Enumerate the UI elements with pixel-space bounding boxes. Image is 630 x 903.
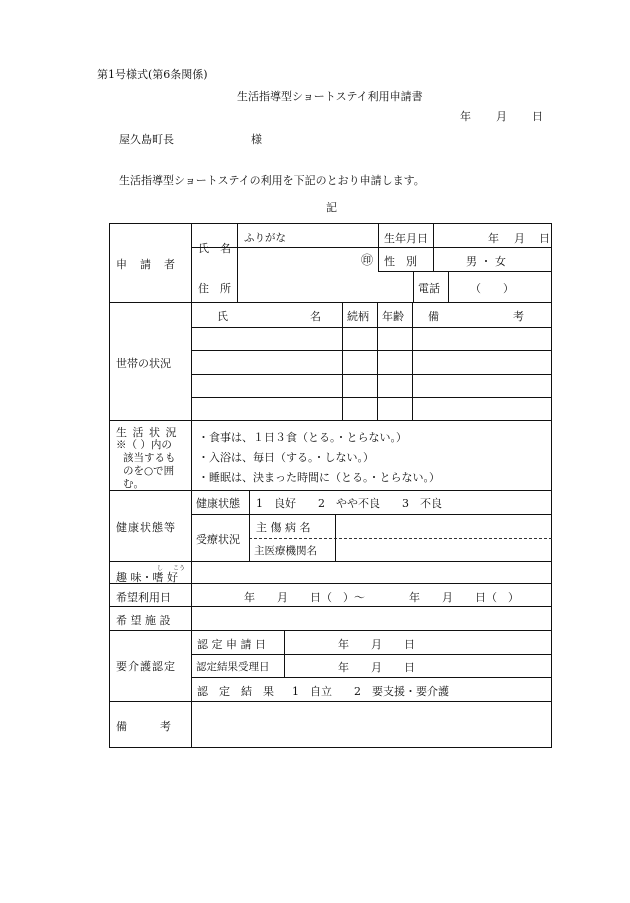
rule (109, 490, 552, 491)
health-condition-options: 1 良好 2 やや不良 3 不良 (256, 497, 442, 510)
rule (109, 630, 552, 631)
health-section-label: 健康状態等 (116, 521, 176, 534)
rule (109, 302, 552, 303)
certification-result-label: 認 定 結 果 (197, 685, 274, 698)
main-institution-label: 主医療機関名 (254, 545, 317, 557)
addressee: 屋久島町長 (119, 133, 174, 146)
household-col-relation: 続柄 (347, 310, 369, 323)
certification-result-options: 1 自立 2 要支援・要介護 (292, 685, 449, 698)
desired-facility-label: 希 望 施 設 (116, 614, 171, 627)
household-section-label: 世帯の状況 (116, 357, 171, 370)
furigana-label: ふりがな (244, 232, 286, 244)
rule (433, 223, 434, 271)
date-month-label: 月 (496, 110, 507, 123)
rule (191, 397, 552, 398)
lifestyle-note-line1: ※（ ）内の (116, 439, 172, 451)
remarks-label: 備 考 (116, 720, 171, 733)
lifestyle-sleep: ・睡眠は、決まった時間に（とる。・とらない。） (198, 471, 440, 484)
form-number: 第1号様式(第6条関係) (97, 68, 208, 81)
rule (109, 561, 552, 562)
rule (109, 420, 552, 421)
rule (191, 654, 552, 655)
dashed-rule (249, 538, 552, 539)
phone-parens: （ ） (470, 282, 514, 295)
lifestyle-bath: ・入浴は、毎日（する。・しない。） (198, 451, 374, 464)
rule (448, 271, 449, 302)
care-level-section-label: 要介護認定 (116, 660, 176, 673)
date-day-label: 日 (532, 110, 543, 123)
rule (335, 514, 336, 561)
birth-date-label: 生年月日 (384, 232, 428, 245)
desired-dates-text: 年 月 日（ ）～ 年 月 日（ ） (244, 591, 519, 604)
ruby-kou: こう (173, 565, 186, 572)
rule (109, 701, 552, 702)
birth-day-label: 日 (539, 232, 550, 245)
seal-mark: ㊞ (361, 253, 374, 267)
household-col-remarks: 備 (428, 310, 439, 323)
rule (191, 223, 192, 748)
certification-apply-date-label: 認 定 申 請 日 (197, 638, 266, 651)
certification-receipt-date: 年 月 日 (338, 661, 415, 674)
record-mark: 記 (326, 201, 337, 214)
lifestyle-note-line2: 該当するも (123, 452, 176, 464)
household-col-name2: 名 (310, 310, 321, 323)
rule (342, 302, 343, 420)
rule (191, 677, 552, 678)
lifestyle-section-label: 生 活 状 況 (116, 426, 178, 439)
lifestyle-note-line3: のを○で囲 (123, 465, 175, 477)
certification-apply-date: 年 月 日 (338, 638, 415, 651)
phone-label: 電話 (418, 282, 440, 295)
ruby-shi: し (157, 565, 164, 572)
health-condition-label: 健康状態 (196, 497, 240, 510)
rule (249, 490, 250, 561)
household-col-name: 氏 (217, 310, 228, 323)
rule (378, 271, 552, 272)
treatment-status-label: 受療状況 (196, 533, 240, 546)
date-year-label: 年 (460, 110, 471, 123)
sex-label: 性 別 (384, 255, 417, 268)
rule (378, 223, 379, 271)
rule (284, 654, 285, 677)
applicant-section-label: 申 請 者 (116, 258, 176, 271)
rule (191, 514, 552, 515)
birth-month-label: 月 (514, 232, 525, 245)
desired-dates-label: 希望利用日 (116, 591, 171, 604)
main-disease-label: 主 傷 病 名 (256, 521, 311, 534)
household-col-age: 年齢 (382, 310, 404, 323)
rule (191, 350, 552, 351)
rule (191, 327, 552, 328)
honorific: 様 (251, 133, 262, 146)
page-title: 生活指導型ショートステイ利用申請書 (237, 90, 423, 103)
rule (412, 302, 413, 420)
intro-text: 生活指導型ショートステイの利用を下記のとおり申請します。 (119, 174, 425, 187)
lifestyle-meal: ・食事は、１日３食（とる。・とらない。） (198, 431, 407, 444)
household-col-remarks2: 考 (513, 310, 524, 323)
hobby-label: 趣 味・嗜 好 (116, 571, 178, 584)
rule (237, 223, 238, 302)
rule (413, 271, 414, 302)
lifestyle-note-line4: む。 (123, 478, 144, 490)
address-label: 住 所 (198, 282, 231, 295)
rule (191, 247, 552, 248)
sex-options: 男 ・ 女 (466, 255, 506, 268)
rule (284, 630, 285, 654)
rule (109, 606, 552, 607)
certification-receipt-date-label: 認定結果受理日 (196, 661, 270, 673)
name-label: 氏 名 (198, 242, 231, 255)
rule (191, 374, 552, 375)
birth-year-label: 年 (488, 232, 499, 245)
rule (377, 302, 378, 420)
